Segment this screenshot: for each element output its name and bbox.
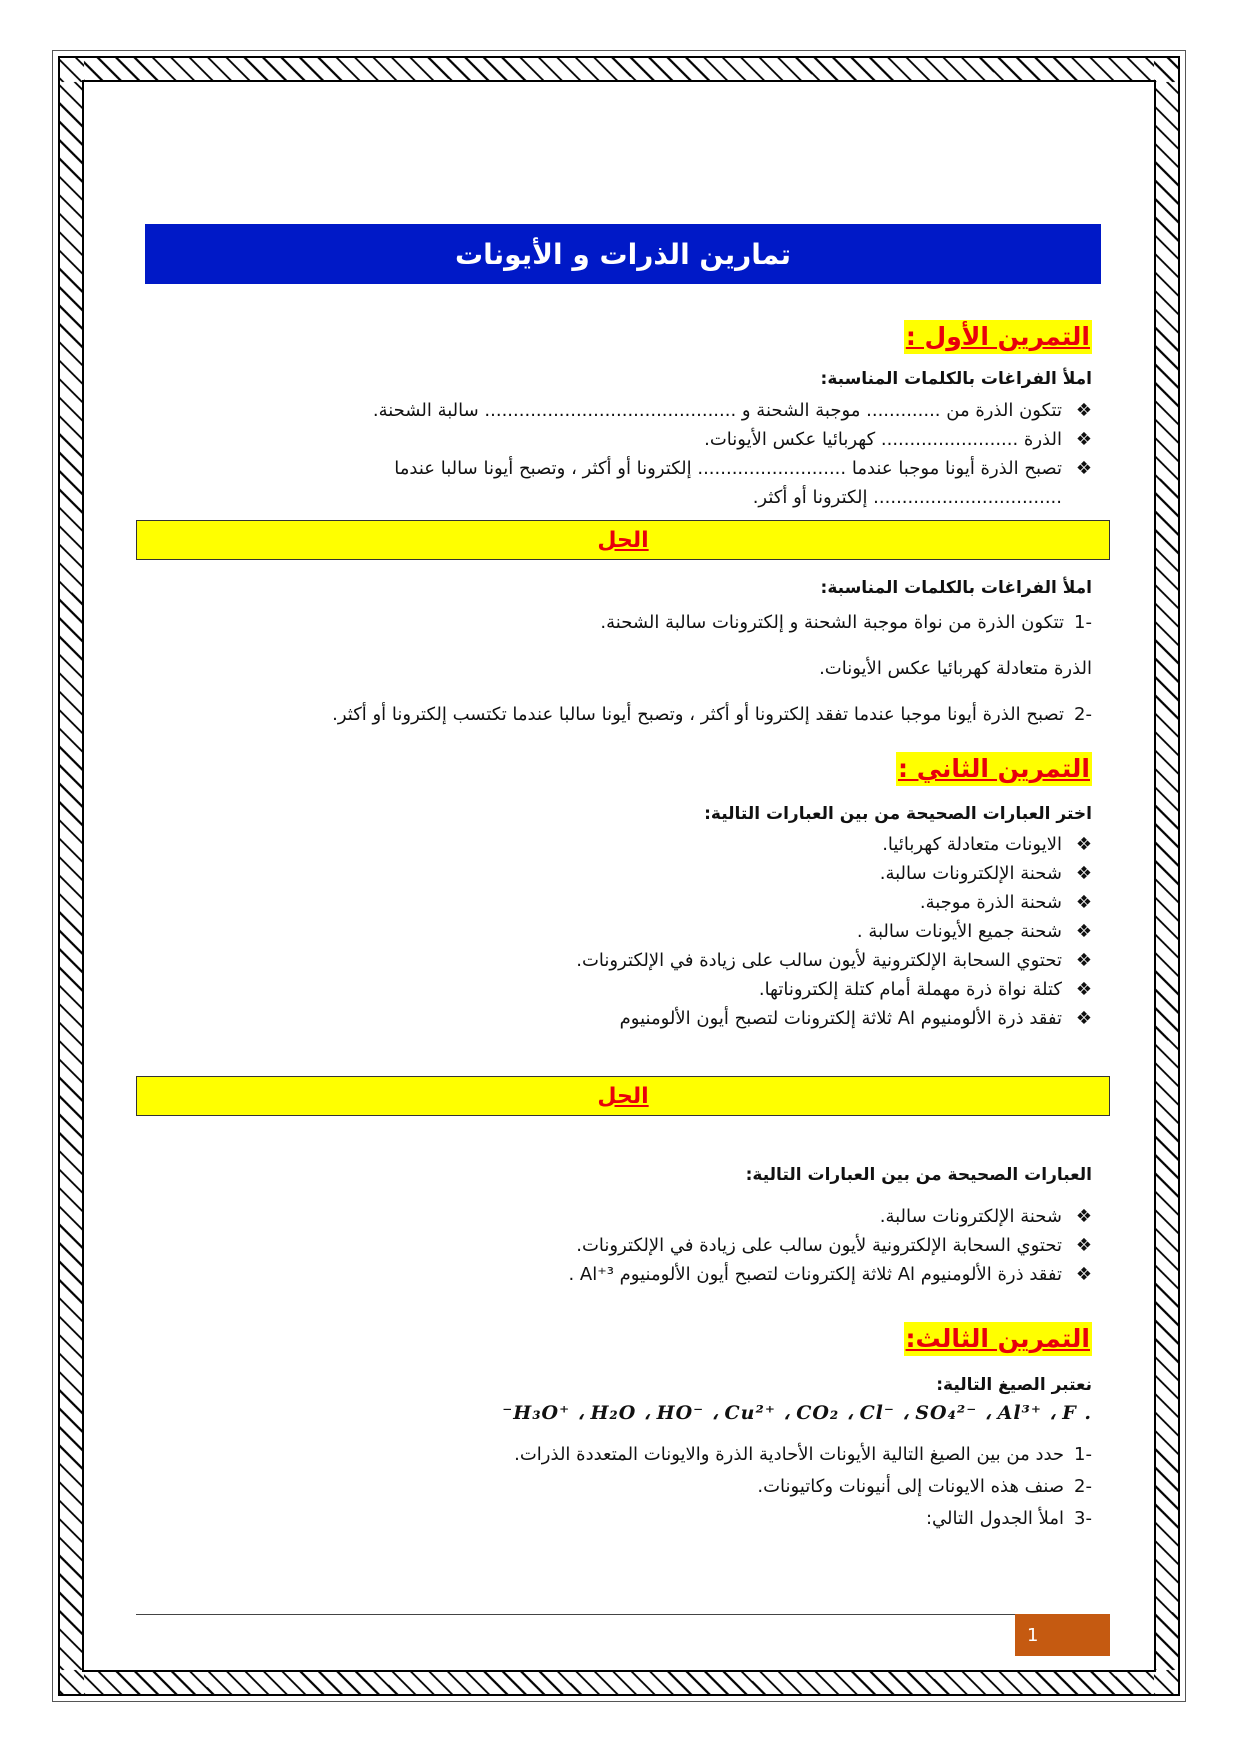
list-item-continuation: ................................. إلكترونا أو أكثر. bbox=[752, 487, 1062, 508]
exercise-2-items bbox=[576, 830, 1092, 1033]
footer-divider bbox=[136, 1614, 1110, 1615]
bullet-icon: ❖ bbox=[1075, 834, 1092, 855]
exercise-3-heading: التمرين الثالث: bbox=[904, 1322, 1092, 1356]
solution-1-line-3: -2تصبح الذرة أيونا موجبا عندما تفقد إلكترونا أو أكثر ، وتصبح أيونا سالبا عندما تكتسب إلكترونا أو أكثر. bbox=[332, 704, 1092, 725]
bullet-icon: ❖ bbox=[1075, 892, 1092, 913]
list-item: ❖ تحتوي السحابة الإلكترونية لأيون سالب على زيادة في الإلكترونات. bbox=[568, 1231, 1092, 1260]
exercise-2-instruction: اختر العبارات الصحيحة من بين العبارات التالية: bbox=[704, 804, 1092, 824]
page-title: تمارين الذرات و الأيونات bbox=[145, 224, 1101, 284]
formula-list: . H₃O⁺ ، H₂O ، HO⁻ ، Cu²⁺ ، CO₂ ، Cl⁻ ، SO₄²⁻ ، Al³⁺ ، F⁻ bbox=[502, 1402, 1092, 1424]
list-item: ❖ كتلة نواة ذرة مهملة أمام كتلة إلكتروناتها. bbox=[576, 975, 1092, 1004]
solution-1-line-1: -1تتكون الذرة من نواة موجبة الشحنة و إلكترونات سالبة الشحنة. bbox=[600, 612, 1092, 633]
solution-2-items bbox=[568, 1202, 1092, 1289]
exercise-3-instruction: نعتبر الصيغ التالية: bbox=[936, 1375, 1092, 1395]
exercise-3-line-3: -3املأ الجدول التالي: bbox=[925, 1508, 1092, 1529]
list-item: ❖ الذرة ........................ كهربائيا عكس الأيونات. bbox=[373, 425, 1092, 454]
list-item: ❖ شحنة جميع الأيونات سالبة . bbox=[576, 917, 1092, 946]
solution-1-instruction: املأ الفراغات بالكلمات المناسبة: bbox=[820, 578, 1092, 598]
exercise-3-line-2: -2صنف هذه الايونات إلى أنيونات وكاتيونات. bbox=[757, 1476, 1092, 1497]
solution-1-line-2: الذرة متعادلة كهربائيا عكس الأيونات. bbox=[819, 658, 1092, 679]
solution-2-instruction: العبارات الصحيحة من بين العبارات التالية: bbox=[745, 1165, 1092, 1185]
bullet-icon: ❖ bbox=[1075, 458, 1092, 479]
bullet-icon: ❖ bbox=[1075, 979, 1092, 1000]
list-item: ❖ تفقد ذرة الألومنيوم Al ثلاثة إلكترونات لتصبح أيون الألومنيوم Al⁺³ . bbox=[568, 1260, 1092, 1289]
page-number: 1 bbox=[1015, 1614, 1110, 1656]
list-item: ❖ تفقد ذرة الألومنيوم Al ثلاثة إلكترونات لتصبح أيون الألومنيوم bbox=[576, 1004, 1092, 1033]
list-item: ❖ تتكون الذرة من ............. موجبة الشحنة و ............................................ سالبة الشحنة. bbox=[373, 396, 1092, 425]
bullet-icon: ❖ bbox=[1075, 1206, 1092, 1227]
exercise-2-heading: التمرين الثاني : bbox=[896, 752, 1092, 786]
list-item: ❖ شحنة الذرة موجبة. bbox=[576, 888, 1092, 917]
list-item: ❖ شحنة الإلكترونات سالبة. bbox=[576, 859, 1092, 888]
bullet-icon: ❖ bbox=[1075, 1235, 1092, 1256]
exercise-1-instruction: املأ الفراغات بالكلمات المناسبة: bbox=[820, 369, 1092, 389]
bullet-icon: ❖ bbox=[1075, 429, 1092, 450]
bullet-icon: ❖ bbox=[1075, 400, 1092, 421]
bullet-icon: ❖ bbox=[1075, 950, 1092, 971]
list-item: ❖ تصبح الذرة أيونا موجبا عندما .......................... إلكترونا أو أكثر ، وتصبح أيونا سالبا عندما bbox=[373, 454, 1092, 483]
bullet-icon: ❖ bbox=[1075, 921, 1092, 942]
exercise-1-items bbox=[373, 396, 1092, 512]
list-item: ❖ شحنة الإلكترونات سالبة. bbox=[568, 1202, 1092, 1231]
bullet-icon: ❖ bbox=[1075, 1008, 1092, 1029]
bullet-icon: ❖ bbox=[1075, 1264, 1092, 1285]
solution-2-box: الحل bbox=[136, 1076, 1110, 1116]
list-item: ❖ تحتوي السحابة الإلكترونية لأيون سالب على زيادة في الإلكترونات. bbox=[576, 946, 1092, 975]
bullet-icon: ❖ bbox=[1075, 863, 1092, 884]
solution-1-box: الحل bbox=[136, 520, 1110, 560]
exercise-1-heading: التمرين الأول : bbox=[904, 320, 1092, 354]
list-item: ❖ الايونات متعادلة كهربائيا. bbox=[576, 830, 1092, 859]
exercise-3-line-1: -1حدد من بين الصيغ التالية الأيونات الأحادية الذرة والايونات المتعددة الذرات. bbox=[514, 1444, 1092, 1465]
